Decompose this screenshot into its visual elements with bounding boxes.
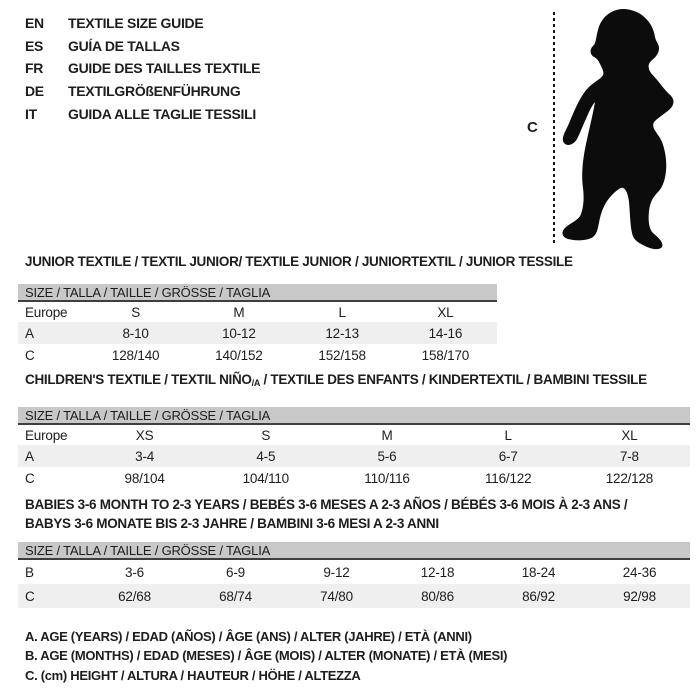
- table-cell: 158/170: [421, 347, 470, 363]
- table-cell: XS: [135, 427, 154, 443]
- table-row: [18, 467, 690, 489]
- legend-line-b: B. AGE (MONTHS) / EDAD (MESES) / ÂGE (MOIS) / ALTER (MONATE) / ETÀ (MESI): [25, 648, 508, 664]
- baby-silhouette-image: [560, 4, 700, 254]
- table-row: [18, 425, 690, 445]
- table-row: [18, 302, 497, 322]
- table-cell: 14-16: [428, 325, 463, 341]
- language-name: TEXTILE SIZE GUIDE: [68, 15, 204, 32]
- row-label: A: [25, 325, 34, 341]
- section-title-children: [25, 372, 647, 388]
- size-figure: [560, 4, 700, 254]
- table-cell: 92/98: [623, 588, 656, 604]
- table-cell: 104/110: [242, 470, 289, 486]
- measurement-legend: [25, 627, 507, 685]
- language-name: GUÍA DE TALLAS: [68, 37, 180, 54]
- legend-line-c: C. (cm) HEIGHT / ALTURA / HAUTEUR / HÖHE / ALTEZZA: [25, 667, 361, 683]
- table-cell: 3-6: [125, 564, 144, 580]
- table-row: [18, 445, 690, 467]
- table-cell: 122/128: [605, 470, 654, 486]
- table-cell: 140/152: [215, 347, 263, 363]
- table-cell: 6-9: [226, 564, 245, 580]
- table-cell: 74/80: [320, 588, 353, 604]
- table-row: [18, 344, 497, 366]
- table-size-header: SIZE / TALLA / TAILLE / GRÖSSE / TAGLIA: [18, 284, 497, 302]
- table-cell: 18-24: [521, 564, 556, 580]
- language-code: DE: [25, 83, 44, 100]
- table-cell: S: [261, 427, 271, 443]
- table-cell: 12-18: [420, 564, 455, 580]
- language-code: IT: [25, 105, 37, 122]
- children-size-table: [18, 407, 690, 489]
- language-row: [25, 35, 260, 58]
- table-cell: 7-8: [619, 448, 639, 464]
- table-cell: 10-12: [222, 325, 256, 341]
- table-cell: 80/86: [421, 588, 454, 604]
- table-cell: XL: [437, 304, 454, 320]
- table-cell: 12-13: [325, 325, 359, 341]
- table-cell: 128/140: [111, 347, 160, 363]
- section-title-text: CHILDREN'S TEXTILE / TEXTIL NIÑO: [25, 372, 252, 387]
- height-measure-line: [553, 12, 555, 245]
- table-cell: M: [381, 427, 393, 443]
- table-cell: 98/104: [124, 470, 165, 486]
- table-size-header: SIZE / TALLA / TAILLE / GRÖSSE / TAGLIA: [18, 542, 690, 560]
- row-label: A: [25, 448, 34, 464]
- table-cell: 110/116: [364, 470, 410, 486]
- table-cell: XL: [621, 427, 638, 443]
- language-code: ES: [25, 37, 44, 54]
- table-row: [18, 322, 497, 344]
- table-row: [18, 560, 690, 584]
- language-code: EN: [25, 15, 44, 32]
- section-title-text: / TEXTILE DES ENFANTS / KINDERTEXTIL / BAMBINI TESSILE: [260, 372, 647, 387]
- table-cell: M: [233, 304, 245, 320]
- row-label: C: [25, 588, 35, 604]
- table-cell: 116/122: [485, 470, 532, 486]
- row-label: C: [25, 347, 35, 363]
- section-title-junior: JUNIOR TEXTILE / TEXTIL JUNIOR/ TEXTILE JUNIOR / JUNIORTEXTIL / JUNIOR TESSILE: [25, 254, 573, 269]
- table-cell: S: [131, 304, 141, 320]
- row-label: B: [25, 564, 34, 580]
- measure-label-c: C: [527, 119, 538, 136]
- section-title-babies: [25, 495, 627, 533]
- section-title-line2: BABYS 3-6 MONATE BIS 2-3 JAHRE / BAMBINI 3-6 MESI A 2-3 ANNI: [25, 516, 439, 531]
- table-cell: 62/68: [118, 588, 151, 604]
- language-row: [25, 12, 260, 35]
- table-cell: 68/74: [219, 588, 252, 604]
- babies-size-table: [18, 542, 690, 608]
- language-name: GUIDA ALLE TAGLIE TESSILI: [68, 105, 256, 122]
- row-label: C: [25, 470, 35, 486]
- language-name: TEXTILGRÖßENFÜHRUNG: [68, 83, 241, 100]
- language-name: GUIDE DES TAILLES TEXTILE: [68, 60, 261, 77]
- language-list: [25, 12, 260, 125]
- table-row: [18, 584, 690, 608]
- section-title-subscript: /A: [251, 378, 261, 388]
- table-cell: L: [504, 427, 512, 443]
- table-cell: 3-4: [135, 448, 155, 464]
- table-cell: 9-12: [323, 564, 350, 580]
- language-row: [25, 57, 260, 80]
- junior-size-table: [18, 284, 497, 366]
- row-label: Europe: [25, 304, 68, 320]
- table-cell: 8-10: [122, 325, 149, 341]
- language-code: FR: [25, 60, 44, 77]
- row-label: Europe: [25, 427, 68, 443]
- legend-line-a: A. AGE (YEARS) / EDAD (AÑOS) / ÂGE (ANS) / ALTER (JAHRE) / ETÀ (ANNI): [25, 629, 472, 644]
- table-cell: 5-6: [377, 448, 397, 464]
- table-cell: L: [338, 304, 346, 320]
- table-cell: 4-5: [256, 448, 276, 464]
- table-cell: 24-36: [622, 564, 657, 580]
- table-size-header: SIZE / TALLA / TAILLE / GRÖSSE / TAGLIA: [18, 407, 690, 425]
- language-row: [25, 102, 260, 125]
- table-cell: 6-7: [498, 448, 518, 464]
- table-cell: 152/158: [318, 347, 366, 363]
- section-title-line1: BABIES 3-6 MONTH TO 2-3 YEARS / BEBÉS 3-6 MESES A 2-3 AÑOS / BÉBÉS 3-6 MOIS À 2-3 ANS /: [25, 497, 628, 512]
- language-row: [25, 80, 260, 103]
- table-cell: 86/92: [522, 588, 555, 604]
